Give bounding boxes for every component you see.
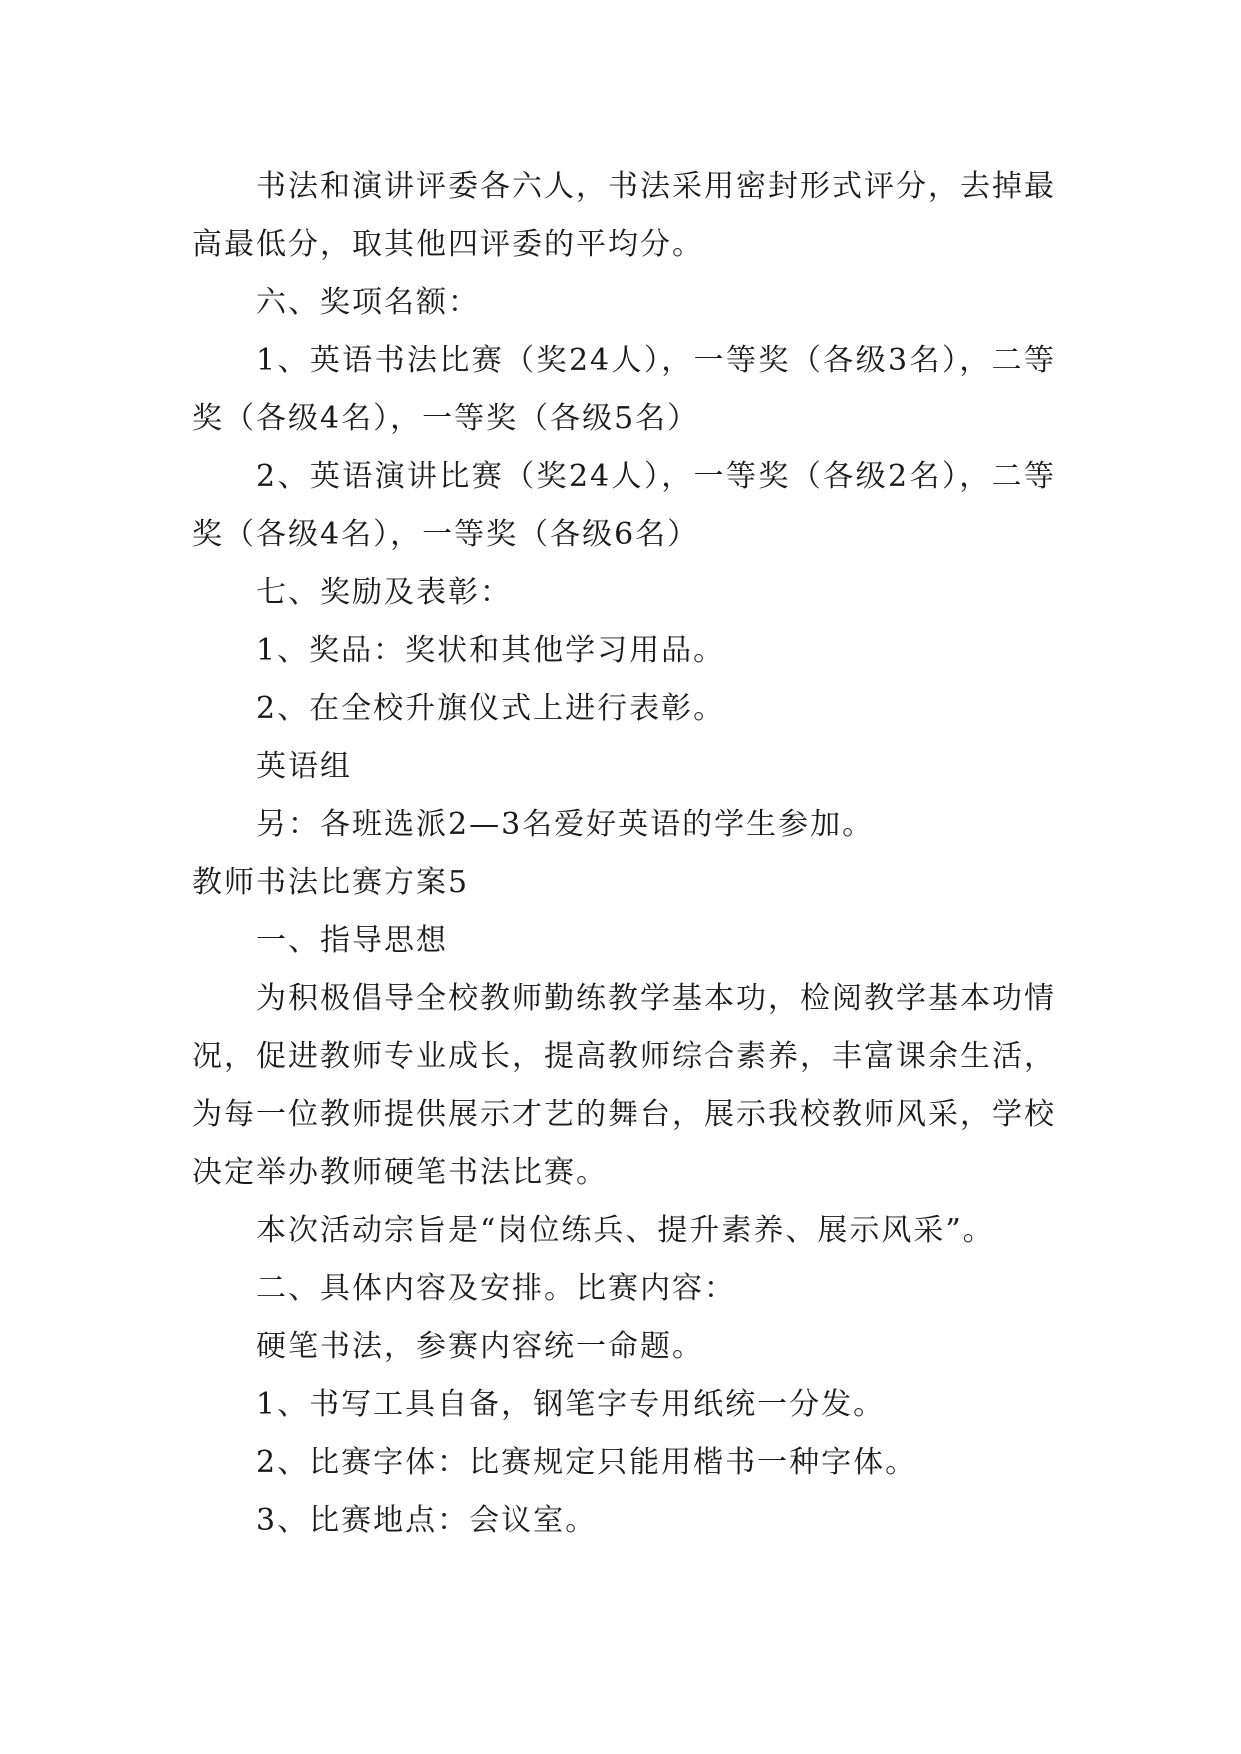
paragraph-hard-pen: 硬笔书法，参赛内容统一命题。 [256,1329,704,1364]
section-title: 教师书法比赛方案5 [192,865,470,900]
paragraph-note: 另：各班选派2—3名爱好英语的学生参加。 [256,807,875,842]
heading-guiding-idea: 一、指导思想 [256,923,448,958]
paragraph-signature: 英语组 [256,749,352,784]
paragraph-font: 2、比赛字体：比赛规定只能用楷书一种字体。 [256,1445,918,1480]
paragraph-tools: 1、书写工具自备，钢笔字专用纸统一分发。 [256,1387,886,1422]
heading-award-quota: 六、奖项名额： [256,285,480,320]
paragraph-theme: 本次活动宗旨是“岗位练兵、提升素养、展示风采”。 [256,1213,995,1248]
heading-content: 二、具体内容及安排。比赛内容： [256,1271,736,1306]
heading-rewards: 七、奖励及表彰： [256,575,512,610]
paragraph-prizes: 1、奖品：奖状和其他学习用品。 [256,633,726,668]
paragraph-judges: 书法和演讲评委各六人，书法采用密封形式评分，去掉最高最低分，取其他四评委的平均分。 [192,169,1056,262]
document-page [192,158,1056,1550]
paragraph-venue: 3、比赛地点：会议室。 [256,1503,598,1538]
paragraph-calligraphy-awards: 1、英语书法比赛（奖24人），一等奖（各级3名），二等奖（各级4名），一等奖（各级5名） [192,343,1056,436]
paragraph-purpose: 为积极倡导全校教师勤练教学基本功，检阅教学基本功情况，促进教师专业成长，提高教师综合素养，丰富课余生活，为每一位教师提供展示才艺的舞台，展示我校教师风采，学校决定举办教师硬笔书法比赛。 [192,981,1056,1190]
paragraph-commendation: 2、在全校升旗仪式上进行表彰。 [256,691,726,726]
paragraph-speech-awards: 2、英语演讲比赛（奖24人），一等奖（各级2名），二等奖（各级4名），一等奖（各级6名） [192,459,1056,552]
